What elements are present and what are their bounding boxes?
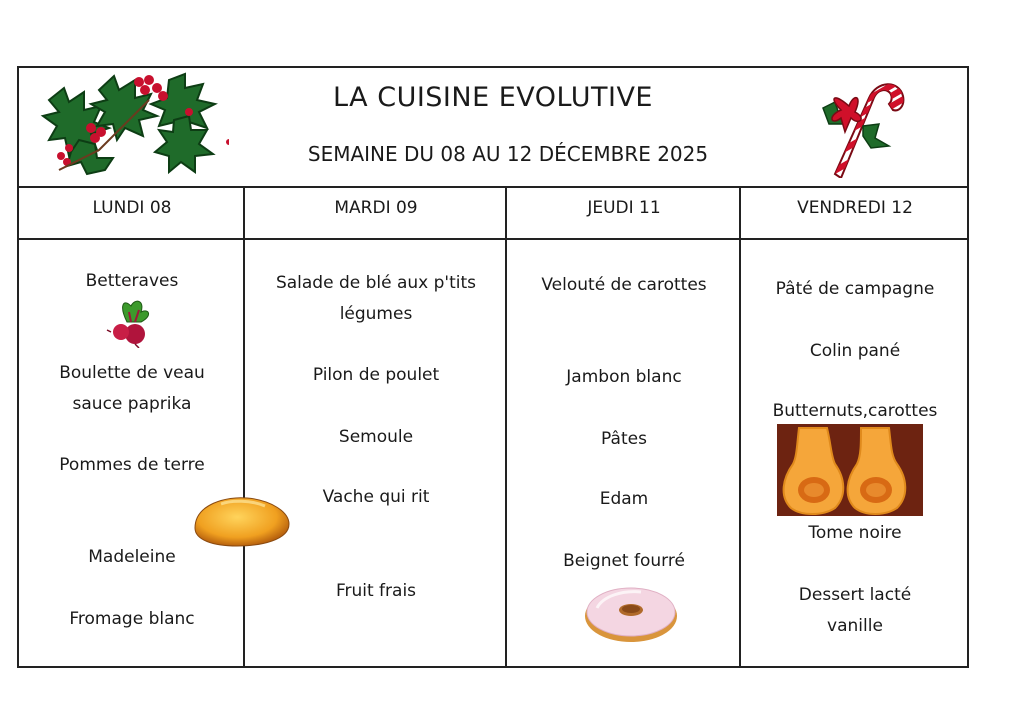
menu-item: Pâtes bbox=[601, 429, 647, 449]
menu-item: Dessert lacté vanille bbox=[798, 585, 912, 636]
butternut-photo bbox=[777, 424, 923, 516]
menu-item: Semoule bbox=[338, 427, 414, 447]
menu-item: Pâté de campagne bbox=[775, 279, 935, 299]
menu-item: Madeleine bbox=[88, 547, 176, 567]
beetroot-icon bbox=[105, 296, 155, 348]
menu-item: Pommes de terre bbox=[59, 455, 205, 475]
menu-item: Beignet fourré bbox=[563, 551, 685, 571]
menu-item: Tome noire bbox=[808, 523, 902, 543]
menu-item: Colin pané bbox=[809, 341, 901, 361]
day-monday: LUNDI 08 bbox=[92, 198, 172, 218]
menu-item: Pilon de poulet bbox=[312, 365, 440, 385]
day-friday: VENDREDI 12 bbox=[797, 198, 913, 218]
candy-cane-icon bbox=[819, 74, 909, 178]
menu-sheet bbox=[17, 66, 969, 668]
menu-item: Salade de blé aux p'tits légumes bbox=[275, 273, 477, 324]
donut-icon bbox=[583, 582, 679, 644]
menu-title: LA CUISINE EVOLUTIVE bbox=[333, 82, 653, 113]
menu-item: Fromage blanc bbox=[69, 609, 195, 629]
menu-subtitle: SEMAINE DU 08 AU 12 DÉCEMBRE 2025 bbox=[307, 142, 709, 166]
menu-item: Boulette de veau sauce paprika bbox=[59, 363, 205, 414]
days-header-row bbox=[19, 186, 967, 240]
menu-item: Betteraves bbox=[85, 271, 179, 291]
day-tuesday: MARDI 09 bbox=[334, 198, 418, 218]
menu-item: Butternuts,carottes bbox=[772, 401, 938, 421]
day-thursday: JEUDI 11 bbox=[587, 198, 661, 218]
menu-item: Fruit frais bbox=[335, 581, 417, 601]
menu-item: Velouté de carottes bbox=[541, 275, 707, 295]
menu-header bbox=[19, 68, 967, 188]
menu-item: Vache qui rit bbox=[322, 487, 430, 507]
menu-item: Jambon blanc bbox=[566, 367, 682, 387]
menu-item: Edam bbox=[599, 489, 649, 509]
